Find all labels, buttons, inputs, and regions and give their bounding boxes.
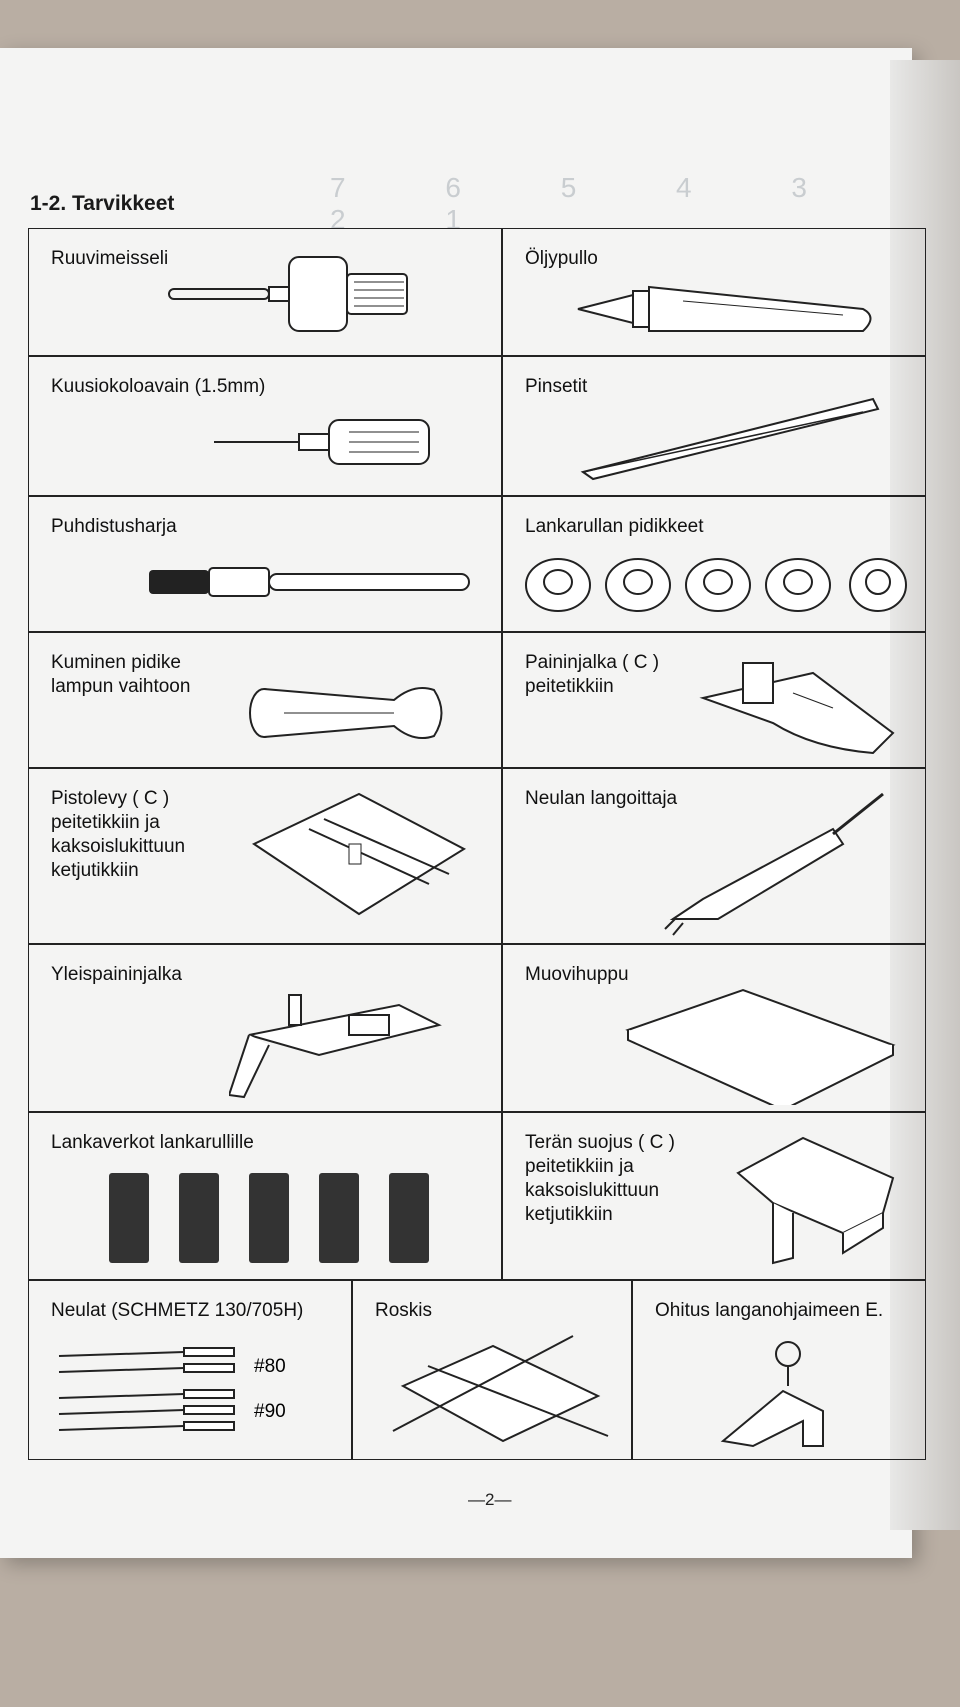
page-number: —2— (468, 1490, 512, 1509)
needle-size-80: #80 (254, 1356, 286, 1377)
item-label: Lankarullan pidikkeet (525, 516, 704, 537)
cell-general-foot (28, 944, 502, 1112)
tweezers-icon (573, 387, 893, 487)
item-label: Pistolevy ( C ) peitetikkiin ja kaksoislukittuun ketjutikkiin (51, 788, 186, 881)
cell-spool-holders (502, 496, 926, 632)
presser-foot-c-icon (693, 653, 903, 763)
section-title: 1-2. Tarvikkeet (30, 192, 175, 215)
item-label: Yleispaininjalka (51, 964, 182, 985)
cell-oil (502, 228, 926, 356)
item-label: Neulat (SCHMETZ 130/705H) (51, 1300, 304, 1321)
item-label: Ruuvimeisseli (51, 248, 169, 269)
needle-plate-icon (249, 789, 479, 929)
cell-tray (352, 1280, 632, 1460)
item-label: Puhdistusharja (51, 516, 177, 537)
cell-bypass (632, 1280, 926, 1460)
blade-guard-icon (733, 1133, 903, 1273)
item-label: Ohitus langanohjaimeen E. (655, 1300, 884, 1321)
cell-rubber-holder (28, 632, 502, 768)
general-foot-icon (229, 985, 459, 1105)
plastic-cover-icon (623, 985, 903, 1105)
hex-key-icon (209, 402, 469, 482)
item-label: Muovihuppu (525, 964, 629, 985)
cell-presser-foot-c (502, 632, 926, 768)
tray-icon (373, 1326, 613, 1451)
item-label: Kuusiokoloavain (1.5mm) (51, 376, 266, 397)
needle-size-90: #90 (254, 1401, 286, 1422)
cell-needles (28, 1280, 352, 1460)
spool-holders-icon (523, 552, 923, 622)
item-label: Öljypullo (525, 248, 598, 269)
bleed-through-numbers: 7 6 5 4 3 2 1 (330, 172, 853, 235)
cell-cover (502, 944, 926, 1112)
cell-brush (28, 496, 502, 632)
cell-screwdriver (28, 228, 502, 356)
bypass-guide-icon (713, 1336, 863, 1456)
thread-nets-icon (99, 1168, 479, 1268)
cell-tweezers (502, 356, 926, 496)
cell-needle-threader (502, 768, 926, 944)
item-label: Kuminen pidike lampun vaihtoon (51, 652, 191, 697)
item-label: Roskis (375, 1300, 433, 1321)
screwdriver-icon (159, 249, 479, 339)
cell-hexkey (28, 356, 502, 496)
item-label: Paininjalka ( C ) peitetikkiin (525, 652, 660, 697)
needles-icon (54, 1346, 254, 1446)
item-label: Neulan langoittaja (525, 788, 678, 809)
cell-blade-guard (502, 1112, 926, 1280)
oil-bottle-icon (573, 269, 893, 349)
cell-thread-nets (28, 1112, 502, 1280)
rubber-holder-icon (244, 678, 464, 748)
item-label: Terän suojus ( C ) peitetikkiin ja kaksoislukittuun ketjutikkiin (525, 1132, 675, 1225)
needle-threader-icon (663, 789, 903, 939)
brush-icon (144, 552, 484, 612)
item-label: Lankaverkot lankarullille (51, 1132, 254, 1153)
cell-needle-plate (28, 768, 502, 944)
item-label: Pinsetit (525, 376, 588, 397)
accessories-table (28, 228, 938, 1488)
